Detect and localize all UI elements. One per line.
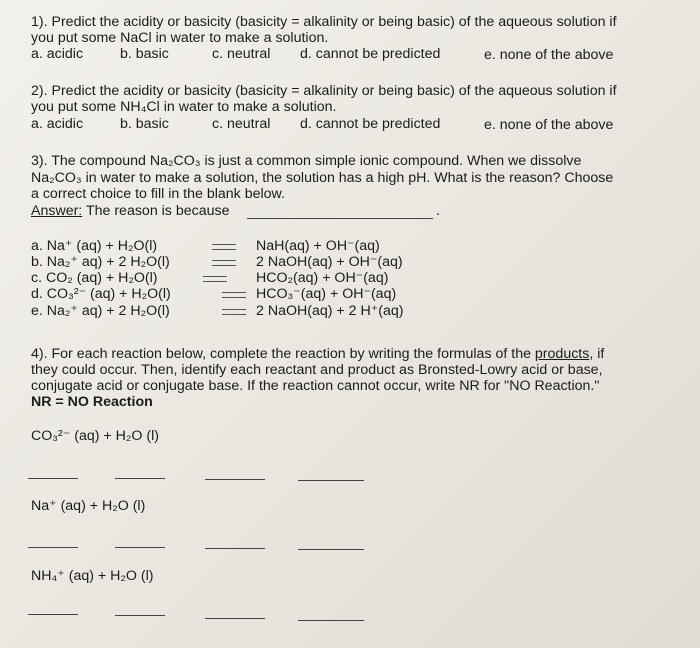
q1-choice-c[interactable]: c. neutral <box>212 46 271 62</box>
q4-text-line3: conjugate acid or conjugate base. If the reaction cannot occur, write NR for "NO Reaction." <box>31 378 600 394</box>
q4-reaction-3: NH₄⁺ (aq) + H₂O (l) <box>31 568 154 584</box>
q3-text-line1: 3). The compound Na₂CO₃ is just a common simple ionic compound. When we dissolve <box>31 153 582 169</box>
q1-text-line2: you put some NaCl in water to make a solution. <box>31 30 329 46</box>
q3-option-e-left[interactable]: e. Na₂⁺ aq) + 2 H₂O(l) <box>31 303 170 319</box>
q4-reaction-2: Na⁺ (aq) + H₂O (l) <box>31 498 146 514</box>
q3-option-d-left[interactable]: d. CO₃²⁻ (aq) + H₂O(l) <box>31 286 171 302</box>
q2-choice-a[interactable]: a. acidic <box>31 116 84 132</box>
q2-text-line2: you put some NH₄Cl in water to make a solution. <box>31 99 337 115</box>
q3-option-c-left[interactable]: c. CO₂ (aq) + H₂O(l) <box>31 270 158 286</box>
q4-reaction-3-blank-1[interactable] <box>28 614 78 615</box>
q3-option-a-left[interactable]: a. Na⁺ (aq) + H₂O(l) <box>31 238 158 254</box>
q1-choice-a[interactable]: a. acidic <box>31 46 84 62</box>
q4-reaction-2-blank-1[interactable] <box>28 547 78 548</box>
q4-text-line1-start: 4). For each reaction below, complete the reaction by writing the formulas of the <box>31 346 535 362</box>
q4-reaction-1-blank-3[interactable] <box>205 479 265 480</box>
q3-answer-blank[interactable] <box>247 218 433 219</box>
q3-answer-line <box>31 203 229 220</box>
q4-reaction-2-blank-2[interactable] <box>115 547 165 548</box>
q2-choice-e[interactable]: e. none of the above <box>484 117 614 133</box>
q2-text-line1: 2). Predict the acidity or basicity (basicity = alkalinity or being basic) of the aqueous solution if <box>31 83 617 99</box>
q3-answer-text: The reason is because <box>85 203 230 219</box>
q3-option-b-right: 2 NaOH(aq) + OH⁻(aq) <box>256 254 403 270</box>
q4-reaction-3-blank-3[interactable] <box>205 618 265 619</box>
q4-products-word: products <box>534 346 590 362</box>
q4-text-line1 <box>31 346 604 363</box>
q3-answer-end: . <box>436 203 440 219</box>
q1-text-line1: 1). Predict the acidity or basicity (basicity = alkalinity or being basic) of the aqueous solution if <box>31 14 617 30</box>
q4-nr-note: NR = NO Reaction <box>31 394 153 410</box>
q3-option-e-right: 2 NaOH(aq) + 2 H⁺(aq) <box>256 303 404 319</box>
q3-option-b-left[interactable]: b. Na₂⁺ aq) + 2 H₂O(l) <box>31 254 170 270</box>
q3-answer-label: Answer: <box>31 203 83 219</box>
q1-choice-b[interactable]: b. basic <box>120 46 169 62</box>
q3-option-c-right: HCO₂(aq) + OH⁻(aq) <box>256 270 389 286</box>
q2-choice-b[interactable]: b. basic <box>120 116 169 132</box>
q4-reaction-1-blank-1[interactable] <box>28 478 78 479</box>
equilibrium-arrow-icon <box>222 307 246 317</box>
q4-reaction-2-blank-4[interactable] <box>298 549 364 550</box>
q3-option-d-right: HCO₃⁻(aq) + OH⁻(aq) <box>256 286 397 302</box>
q4-reaction-3-blank-4[interactable] <box>298 620 364 621</box>
q4-text-line2: they could occur. Then, identify each reactant and product as Bronsted-Lowry acid or base, <box>31 362 603 378</box>
q2-choice-c[interactable]: c. neutral <box>212 116 271 132</box>
equilibrium-arrow-icon <box>203 274 227 284</box>
q1-choice-e[interactable]: e. none of the above <box>484 47 614 63</box>
q4-reaction-1-blank-2[interactable] <box>115 478 165 479</box>
q3-option-a-right: NaH(aq) + OH⁻(aq) <box>256 238 380 254</box>
equilibrium-arrow-icon <box>212 242 236 252</box>
q4-reaction-3-blank-2[interactable] <box>115 615 165 616</box>
q3-text-line2: Na₂CO₃ in water to make a solution, the solution has a high pH. What is the reason? Choose <box>31 170 614 186</box>
q4-reaction-2-blank-3[interactable] <box>205 548 265 549</box>
q4-reaction-1-blank-4[interactable] <box>298 480 364 481</box>
q4-reaction-1: CO₃²⁻ (aq) + H₂O (l) <box>31 428 159 444</box>
equilibrium-arrow-icon <box>212 258 236 268</box>
equilibrium-arrow-icon <box>222 290 246 300</box>
q1-choice-d[interactable]: d. cannot be predicted <box>300 46 441 62</box>
q4-text-line1-end: , if <box>589 346 605 362</box>
q2-choice-d[interactable]: d. cannot be predicted <box>300 116 441 132</box>
q3-text-line3: a correct choice to fill in the blank below. <box>31 186 285 202</box>
